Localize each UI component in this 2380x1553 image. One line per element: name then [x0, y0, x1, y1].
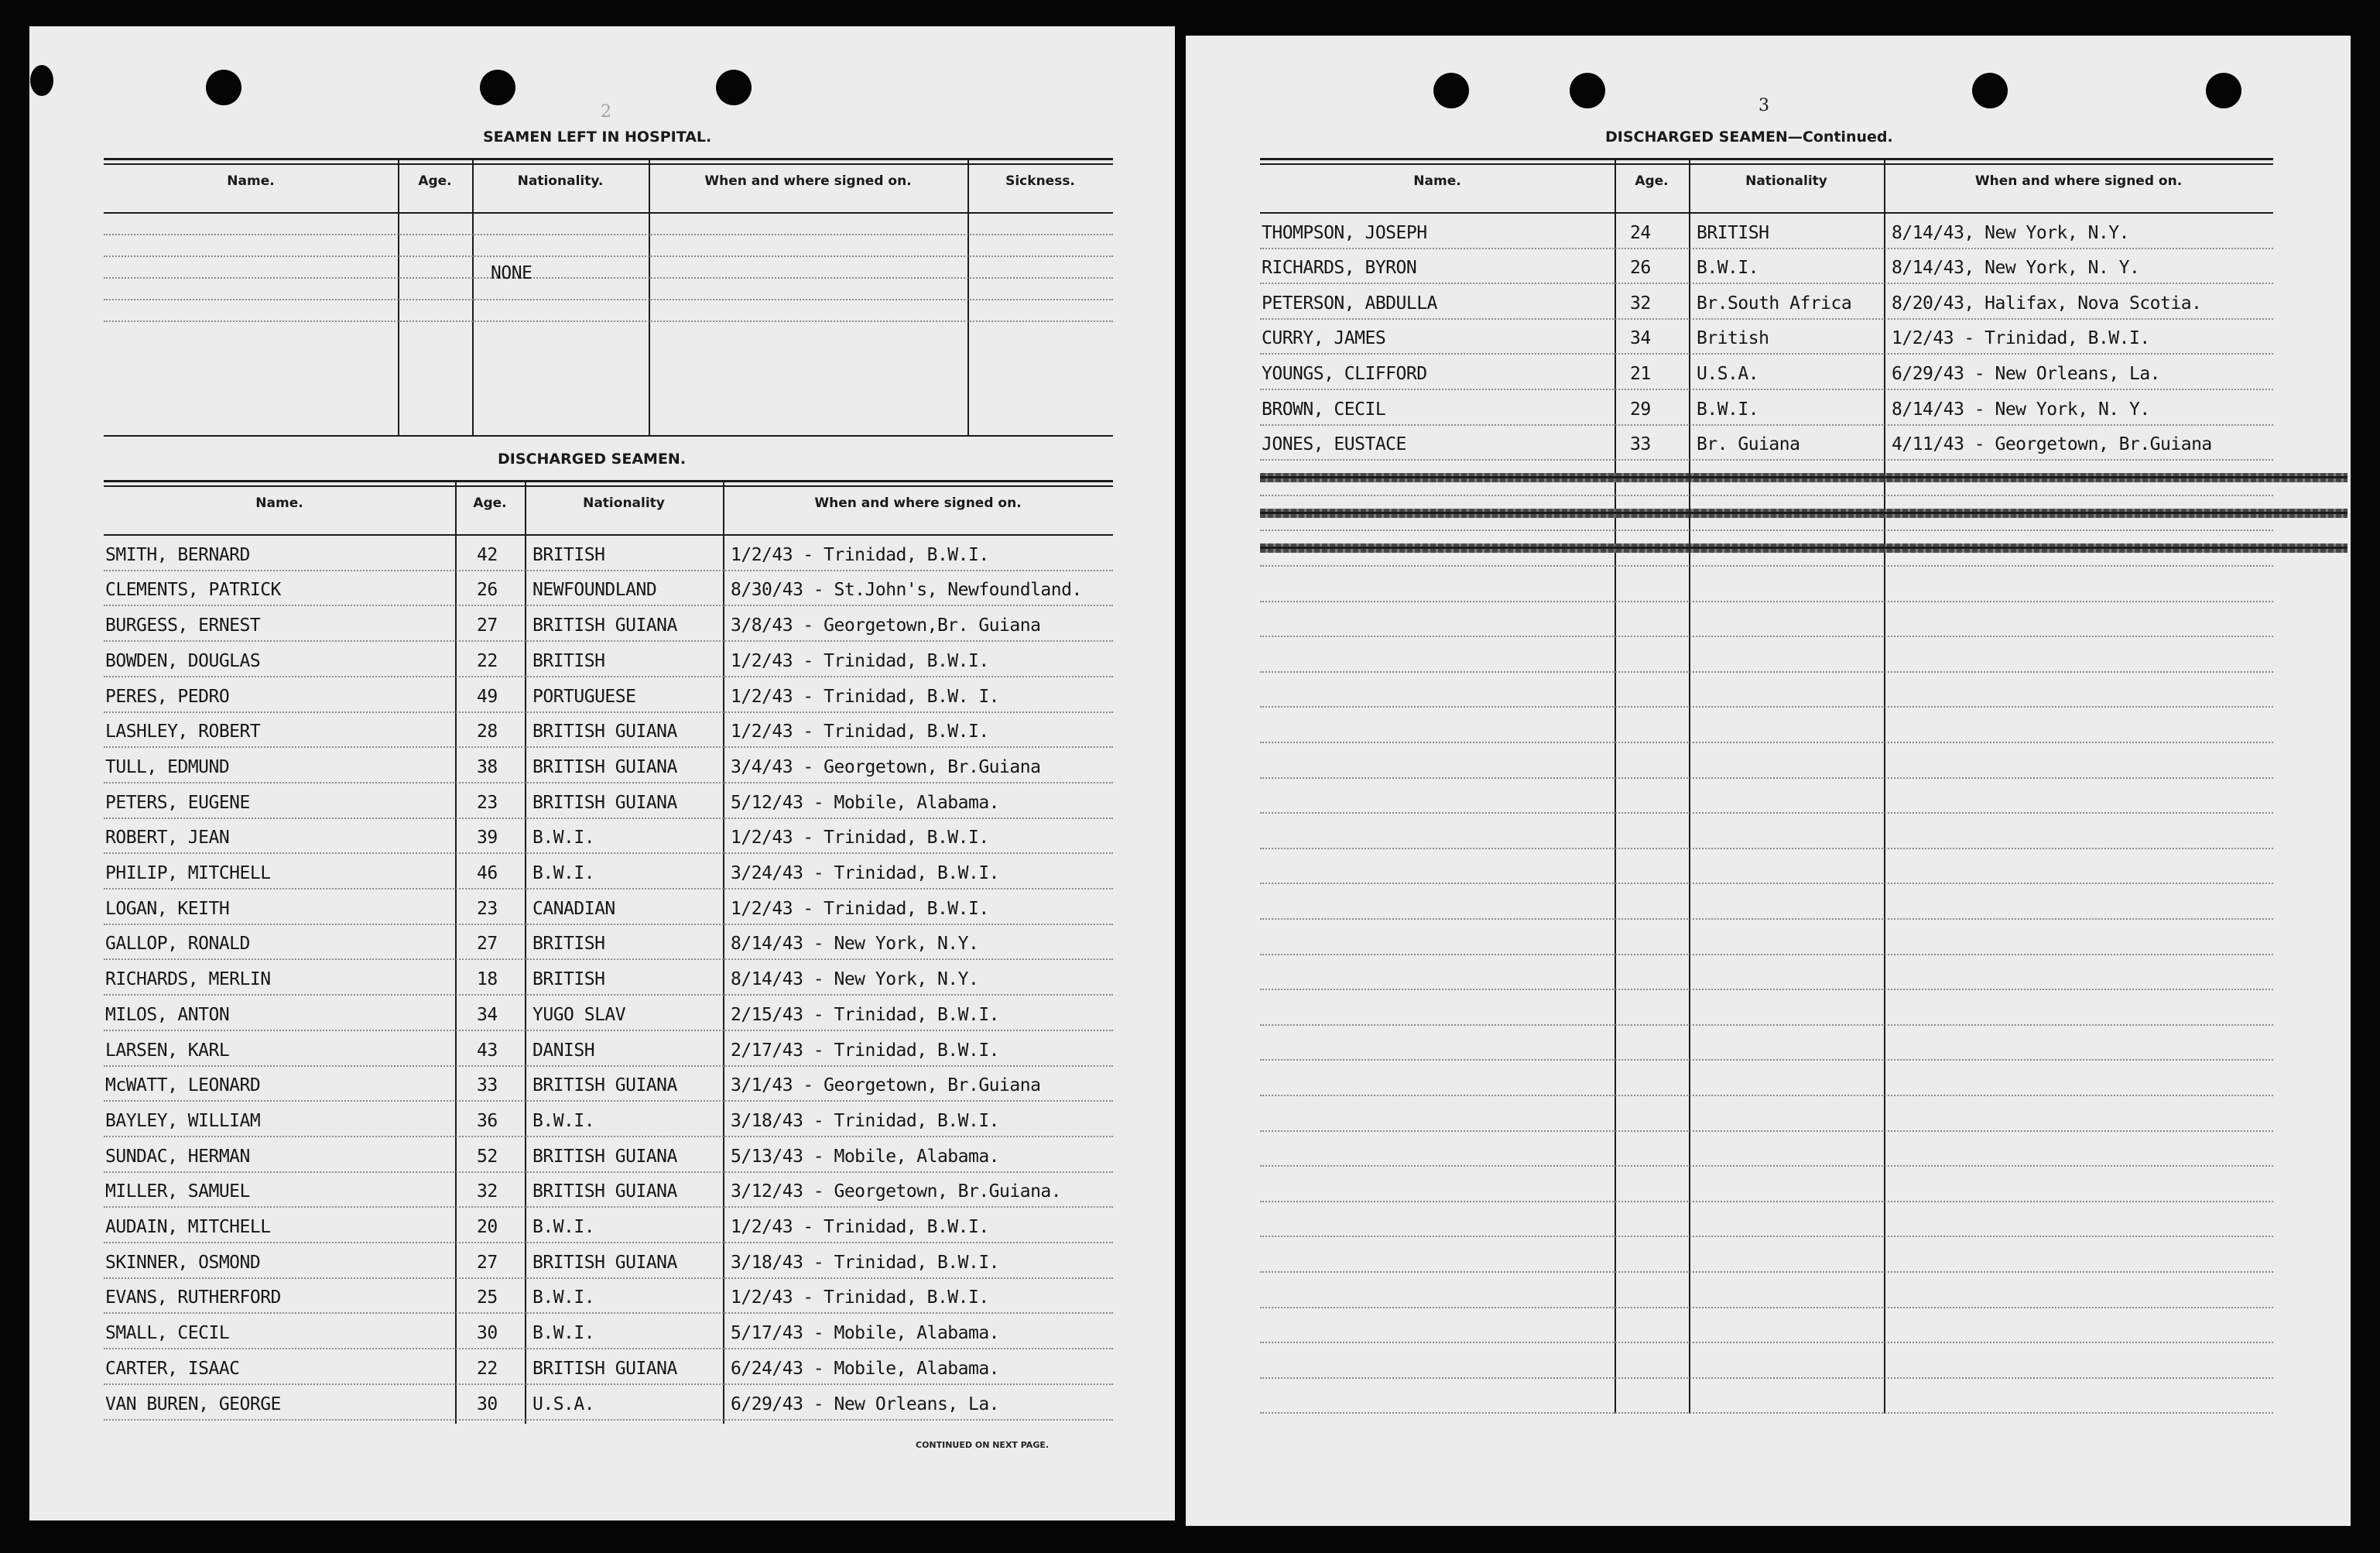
punch-hole	[206, 70, 241, 105]
row-guide	[1260, 565, 2273, 567]
column-header: Name.	[1413, 173, 1461, 189]
table-header-rule	[1260, 212, 2273, 214]
table-cell: 22	[477, 650, 498, 671]
table-cell: B.W.I.	[533, 1217, 595, 1237]
table-cell: SMITH, BERNARD	[105, 544, 250, 565]
row-guide	[1260, 1059, 2273, 1061]
table-cell: 24	[1630, 222, 1651, 243]
table-cell: 27	[477, 615, 498, 636]
row-guide	[1260, 1024, 2273, 1026]
right-page	[1186, 36, 2351, 1526]
table-cell: 38	[477, 756, 498, 777]
table-cell: 1/2/43 - Trinidad, B.W.I.	[731, 650, 989, 671]
row-guide	[104, 1383, 1113, 1385]
table-cell: BRITISH GUIANA	[533, 722, 677, 742]
row-guide	[1260, 530, 2273, 531]
row-guide	[1260, 742, 2273, 743]
table-cell: PETERSON, ABDULLA	[1262, 293, 1437, 314]
table-cell: 52	[477, 1146, 498, 1167]
table-cell: BRITISH GUIANA	[533, 1181, 677, 1202]
table-cell: SKINNER, OSMOND	[105, 1252, 261, 1273]
column-header: Age.	[418, 173, 452, 189]
punch-hole	[1570, 73, 1605, 108]
row-guide	[104, 277, 1113, 279]
table-cell: 2/17/43 - Trinidad, B.W.I.	[731, 1040, 1000, 1061]
table-cell: NEWFOUNDLAND	[533, 580, 657, 601]
table-cell: GALLOP, RONALD	[105, 934, 250, 955]
table-cell: 26	[1630, 258, 1651, 279]
row-guide	[104, 711, 1113, 713]
table-cell: 39	[477, 828, 498, 848]
table-cell: TULL, EDMUND	[105, 756, 230, 777]
punch-hole	[1972, 73, 2008, 108]
column-header: Nationality	[583, 495, 665, 511]
table-cell: 25	[477, 1287, 498, 1308]
row-guide	[1260, 1165, 2273, 1167]
table-cell: EVANS, RUTHERFORD	[105, 1287, 281, 1308]
table-cell: RICHARDS, MERLIN	[105, 969, 271, 990]
row-guide	[1260, 495, 2273, 496]
strike-line	[1260, 512, 2347, 514]
table-cell: BRITISH	[533, 650, 605, 671]
row-guide	[1260, 671, 2273, 673]
table-cell: British	[1697, 328, 1769, 349]
table-cell: 6/29/43 - New Orleans, La.	[731, 1394, 1000, 1414]
row-guide	[1260, 424, 2273, 426]
column-divider	[398, 158, 399, 437]
table-cell: 6/24/43 - Mobile, Alabama.	[731, 1358, 1000, 1379]
row-guide	[104, 1206, 1113, 1208]
row-guide	[1260, 954, 2273, 955]
table-rule-top	[1260, 163, 2273, 165]
table-cell: PHILIP, MITCHELL	[105, 863, 271, 883]
table-cell: B.W.I.	[533, 1287, 595, 1308]
table-cell: 1/2/43 - Trinidad, B.W.I.	[731, 544, 989, 565]
table-cell: BURGESS, ERNEST	[105, 615, 261, 636]
table-cell: AUDAIN, MITCHELL	[105, 1217, 271, 1237]
table-rule-top	[104, 163, 1113, 165]
table-cell: 3/12/43 - Georgetown, Br.Guiana.	[731, 1181, 1062, 1202]
table-cell: BRITISH	[533, 934, 605, 955]
table-cell: 2/15/43 - Trinidad, B.W.I.	[731, 1004, 1000, 1025]
table-cell: SMALL, CECIL	[105, 1323, 230, 1344]
table-cell: 20	[477, 1217, 498, 1237]
row-guide	[104, 1136, 1113, 1137]
row-guide	[1260, 848, 2273, 849]
table-cell: 1/2/43 - Trinidad, B.W.I.	[731, 828, 989, 848]
table-cell: 1/2/43 - Trinidad, B.W.I.	[731, 898, 989, 919]
table-cell: SUNDAC, HERMAN	[105, 1146, 250, 1167]
table-cell: BRITISH GUIANA	[533, 1146, 677, 1167]
row-guide	[104, 1030, 1113, 1031]
table-cell: PORTUGUESE	[533, 686, 636, 707]
punch-hole	[716, 70, 752, 105]
table-cell: ROBERT, JEAN	[105, 828, 230, 848]
table-cell: 27	[477, 934, 498, 955]
left-page	[29, 26, 1175, 1520]
table-cell: 5/12/43 - Mobile, Alabama.	[731, 792, 1000, 813]
table-cell: BRITISH GUIANA	[533, 756, 677, 777]
column-divider	[1615, 158, 1616, 1414]
page-number: 2	[601, 102, 611, 122]
table-cell: 22	[477, 1358, 498, 1379]
table-cell: Br. Guiana	[1697, 434, 1800, 455]
table-cell: DANISH	[533, 1040, 595, 1061]
row-guide	[104, 782, 1113, 783]
row-guide	[1260, 389, 2273, 390]
row-guide	[104, 958, 1113, 960]
table-cell: 6/29/43 - New Orleans, La.	[1892, 364, 2161, 384]
row-guide	[1260, 1342, 2273, 1343]
table-cell: 49	[477, 686, 498, 707]
row-guide	[104, 1419, 1113, 1421]
table-cell: 32	[1630, 293, 1651, 314]
row-guide	[104, 888, 1113, 890]
row-guide	[104, 1065, 1113, 1067]
table-cell: VAN BUREN, GEORGE	[105, 1394, 281, 1414]
table-cell: 3/24/43 - Trinidad, B.W.I.	[731, 863, 1000, 883]
row-guide	[104, 746, 1113, 748]
table-cell: BRITISH GUIANA	[533, 615, 677, 636]
column-divider	[1884, 158, 1885, 1414]
row-guide	[1260, 706, 2273, 708]
row-guide	[1260, 1130, 2273, 1132]
table-cell: BRITISH GUIANA	[533, 1075, 677, 1096]
punch-hole	[30, 65, 53, 96]
table-cell: BROWN, CECIL	[1262, 399, 1386, 420]
row-guide	[104, 255, 1113, 257]
table-cell: B.W.I.	[1697, 399, 1759, 420]
row-guide	[1260, 1201, 2273, 1202]
table-cell: LARSEN, KARL	[105, 1040, 230, 1061]
table-cell: RICHARDS, BYRON	[1262, 258, 1417, 279]
strike-line	[1260, 476, 2347, 478]
hospital-entry: NONE	[491, 263, 533, 283]
table-cell: BRITISH GUIANA	[533, 1252, 677, 1273]
table-cell: 5/13/43 - Mobile, Alabama.	[731, 1146, 1000, 1167]
row-guide	[104, 605, 1113, 606]
row-guide	[104, 1242, 1113, 1243]
table-cell: U.S.A.	[533, 1394, 595, 1414]
table-cell: 34	[1630, 328, 1651, 349]
table-rule-top	[1260, 158, 2273, 160]
row-guide	[1260, 918, 2273, 920]
row-guide	[1260, 1412, 2273, 1414]
table-cell: JONES, EUSTACE	[1262, 434, 1406, 455]
table-cell: 27	[477, 1252, 498, 1273]
table-cell: 8/14/43, New York, N. Y.	[1892, 258, 2140, 279]
row-guide	[104, 299, 1113, 300]
row-guide	[104, 234, 1113, 235]
table-cell: 1/2/43 - Trinidad, B.W.I.	[1892, 328, 2150, 349]
hospital-heading: SEAMEN LEFT IN HOSPITAL.	[483, 129, 712, 146]
table-cell: 29	[1630, 399, 1651, 420]
row-guide	[104, 818, 1113, 819]
table-cell: B.W.I.	[533, 863, 595, 883]
table-cell: 3/1/43 - Georgetown, Br.Guiana	[731, 1075, 1041, 1096]
table-cell: 3/8/43 - Georgetown,Br. Guiana	[731, 615, 1041, 636]
table-cell: PETERS, EUGENE	[105, 792, 250, 813]
column-header: Name.	[227, 173, 275, 189]
row-guide	[1260, 1271, 2273, 1273]
column-header: Nationality	[1745, 173, 1827, 189]
column-divider	[723, 480, 724, 1424]
table-cell: 28	[477, 722, 498, 742]
row-guide	[104, 570, 1113, 571]
table-cell: MILLER, SAMUEL	[105, 1181, 250, 1202]
column-header: Age.	[473, 495, 507, 511]
table-cell: YUGO SLAV	[533, 1004, 626, 1025]
table-cell: 23	[477, 792, 498, 813]
table-cell: B.W.I.	[533, 1110, 595, 1131]
table-cell: Br.South Africa	[1697, 293, 1852, 314]
row-guide	[1260, 248, 2273, 249]
table-rule-top	[104, 158, 1113, 160]
table-cell: 23	[477, 898, 498, 919]
table-cell: 34	[477, 1004, 498, 1025]
page-number: 3	[1758, 96, 1769, 115]
table-cell: B.W.I.	[533, 1323, 595, 1344]
table-cell: McWATT, LEONARD	[105, 1075, 261, 1096]
table-cell: B.W.I.	[533, 828, 595, 848]
row-guide	[104, 852, 1113, 854]
table-cell: 3/18/43 - Trinidad, B.W.I.	[731, 1252, 1000, 1273]
table-cell: 33	[1630, 434, 1651, 455]
table-cell: 21	[1630, 364, 1651, 384]
column-header: Age.	[1635, 173, 1669, 189]
table-cell: LOGAN, KEITH	[105, 898, 230, 919]
row-guide	[1260, 283, 2273, 284]
column-divider	[525, 480, 526, 1424]
table-cell: 36	[477, 1110, 498, 1131]
table-cell: 8/14/43 - New York, N. Y.	[1892, 399, 2150, 420]
punch-hole	[1433, 73, 1469, 108]
row-guide	[104, 1171, 1113, 1173]
table-cell: 8/14/43 - New York, N.Y.	[731, 969, 979, 990]
table-cell: BRITISH GUIANA	[533, 1358, 677, 1379]
table-cell: CANADIAN	[533, 898, 615, 919]
column-divider	[649, 158, 650, 437]
table-cell: 3/18/43 - Trinidad, B.W.I.	[731, 1110, 1000, 1131]
table-cell: 1/2/43 - Trinidad, B.W. I.	[731, 686, 1000, 707]
row-guide	[104, 676, 1113, 677]
row-guide	[1260, 883, 2273, 884]
table-cell: LASHLEY, ROBERT	[105, 722, 261, 742]
table-cell: 4/11/43 - Georgetown, Br.Guiana	[1892, 434, 2212, 455]
row-guide	[104, 994, 1113, 996]
column-header: When and where signed on.	[1974, 173, 2183, 189]
row-guide	[104, 1348, 1113, 1349]
table-cell: 8/14/43 - New York, N.Y.	[731, 934, 979, 955]
table-rule-bottom	[104, 435, 1113, 437]
column-divider	[1689, 158, 1690, 1414]
column-divider	[967, 158, 969, 437]
table-cell: 3/4/43 - Georgetown, Br.Guiana	[731, 756, 1041, 777]
table-cell: 8/14/43, New York, N.Y.	[1892, 222, 2129, 243]
table-cell: 46	[477, 863, 498, 883]
row-guide	[1260, 353, 2273, 355]
continued-note: CONTINUED ON NEXT PAGE.	[916, 1440, 1050, 1450]
row-guide	[1260, 1307, 2273, 1308]
row-guide	[104, 924, 1113, 925]
discharged-heading: DISCHARGED SEAMEN.	[498, 451, 687, 468]
row-guide	[1260, 318, 2273, 320]
table-cell: 1/2/43 - Trinidad, B.W.I.	[731, 1217, 989, 1237]
row-guide	[104, 321, 1113, 322]
row-guide	[104, 640, 1113, 642]
table-cell: 42	[477, 544, 498, 565]
table-cell: BAYLEY, WILLIAM	[105, 1110, 261, 1131]
table-cell: 18	[477, 969, 498, 990]
row-guide	[1260, 1095, 2273, 1096]
table-header-rule	[104, 212, 1113, 214]
row-guide	[1260, 1236, 2273, 1237]
row-guide	[1260, 989, 2273, 990]
table-cell: CARTER, ISAAC	[105, 1358, 240, 1379]
table-cell: CLEMENTS, PATRICK	[105, 580, 281, 601]
table-cell: 26	[477, 580, 498, 601]
table-cell: 1/2/43 - Trinidad, B.W.I.	[731, 722, 989, 742]
table-cell: BOWDEN, DOUGLAS	[105, 650, 261, 671]
row-guide	[1260, 777, 2273, 779]
table-cell: 1/2/43 - Trinidad, B.W.I.	[731, 1287, 989, 1308]
table-cell: BRITISH	[1697, 222, 1769, 243]
table-cell: CURRY, JAMES	[1262, 328, 1386, 349]
table-rule-top	[104, 480, 1113, 482]
column-divider	[455, 480, 457, 1424]
table-header-rule	[104, 534, 1113, 536]
column-header: Sickness.	[1005, 173, 1075, 189]
table-cell: MILOS, ANTON	[105, 1004, 230, 1025]
table-cell: YOUNGS, CLIFFORD	[1262, 364, 1427, 384]
table-cell: THOMPSON, JOSEPH	[1262, 222, 1427, 243]
table-cell: 30	[477, 1394, 498, 1414]
column-header: Nationality.	[517, 173, 604, 189]
table-cell: BRITISH GUIANA	[533, 792, 677, 813]
column-header: When and where signed on.	[704, 173, 912, 189]
table-cell: 43	[477, 1040, 498, 1061]
row-guide	[104, 1312, 1113, 1314]
table-cell: 8/30/43 - St.John's, Newfoundland.	[731, 580, 1082, 601]
row-guide	[104, 1100, 1113, 1102]
column-header: Name.	[255, 495, 303, 511]
table-cell: B.W.I.	[1697, 258, 1759, 279]
strike-line	[1260, 547, 2347, 549]
table-cell: 8/20/43, Halifax, Nova Scotia.	[1892, 293, 2202, 314]
table-cell: 5/17/43 - Mobile, Alabama.	[731, 1323, 1000, 1344]
table-cell: 30	[477, 1323, 498, 1344]
column-header: When and where signed on.	[814, 495, 1022, 511]
table-cell: BRITISH	[533, 969, 605, 990]
punch-hole	[480, 70, 515, 105]
row-guide	[1260, 459, 2273, 461]
row-guide	[1260, 636, 2273, 637]
row-guide	[1260, 812, 2273, 814]
table-cell: U.S.A.	[1697, 364, 1759, 384]
table-cell: 32	[477, 1181, 498, 1202]
table-rule-top	[104, 485, 1113, 487]
row-guide	[1260, 601, 2273, 602]
column-divider	[472, 158, 474, 437]
row-guide	[1260, 1377, 2273, 1379]
row-guide	[104, 1277, 1113, 1279]
punch-hole	[2206, 73, 2241, 108]
table-cell: 33	[477, 1075, 498, 1096]
table-cell: PERES, PEDRO	[105, 686, 230, 707]
discharged-continued-heading: DISCHARGED SEAMEN—Continued.	[1605, 129, 1893, 146]
table-cell: BRITISH	[533, 544, 605, 565]
